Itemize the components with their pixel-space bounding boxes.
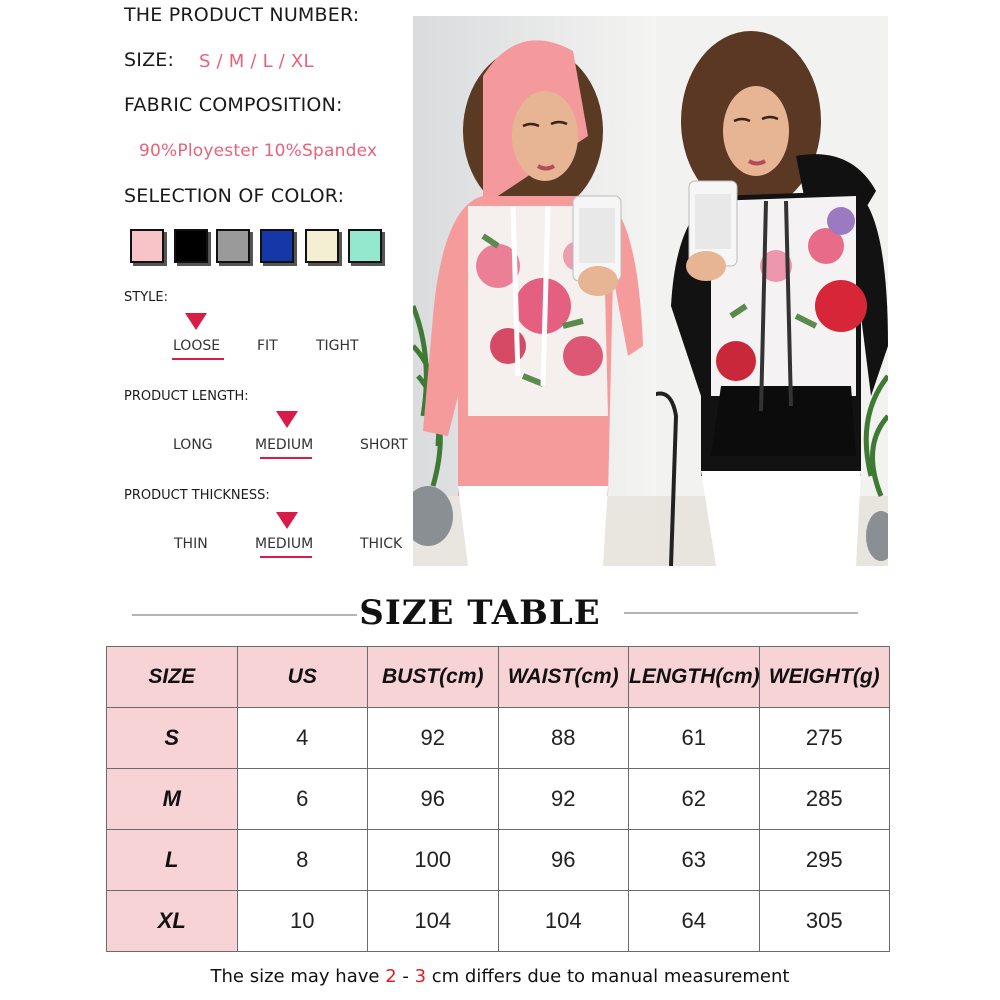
length-selected-marker-icon	[276, 411, 298, 428]
table-header-cell: US	[237, 647, 368, 708]
length-selected-underline	[260, 457, 312, 459]
length-label: PRODUCT LENGTH:	[124, 389, 249, 404]
fabric-value: 90%Ployester 10%Spandex	[139, 141, 378, 161]
table-cell: 275	[759, 708, 890, 769]
table-cell: 305	[759, 891, 890, 952]
thickness-selected-underline	[260, 556, 312, 558]
table-cell-size: M	[107, 769, 238, 830]
footnote-dash: -	[396, 966, 415, 987]
table-cell: 285	[759, 769, 890, 830]
length-option-long[interactable]: LONG	[173, 437, 213, 453]
length-option-short[interactable]: SHORT	[360, 437, 408, 453]
table-cell: 6	[237, 769, 368, 830]
table-header-cell: WEIGHT(g)	[759, 647, 890, 708]
color-swatch-beige[interactable]	[305, 229, 339, 263]
size-footnote	[0, 966, 1000, 987]
table-cell: 295	[759, 830, 890, 891]
table-header-cell: WAIST(cm)	[498, 647, 629, 708]
size-table	[106, 646, 890, 952]
style-option-fit[interactable]: FIT	[257, 338, 278, 354]
table-cell-size: S	[107, 708, 238, 769]
table-header-cell: SIZE	[107, 647, 238, 708]
table-cell-size: L	[107, 830, 238, 891]
table-cell: 100	[368, 830, 499, 891]
color-swatch-blue[interactable]	[260, 229, 294, 263]
size-values: S / M / L / XL	[199, 51, 314, 72]
color-swatch-pink[interactable]	[130, 229, 164, 263]
table-header-cell: LENGTH(cm)	[629, 647, 760, 708]
table-cell: 96	[498, 830, 629, 891]
table-row	[107, 708, 890, 769]
table-cell: 92	[498, 769, 629, 830]
table-cell: 8	[237, 830, 368, 891]
length-option-medium[interactable]: MEDIUM	[255, 437, 314, 453]
thickness-option-thin[interactable]: THIN	[174, 536, 208, 552]
title-divider-right	[624, 612, 858, 614]
table-cell: 96	[368, 769, 499, 830]
product-number-label: THE PRODUCT NUMBER:	[124, 4, 360, 26]
table-cell: 104	[498, 891, 629, 952]
style-option-tight[interactable]: TIGHT	[316, 338, 359, 354]
thickness-selected-marker-icon	[276, 512, 298, 529]
title-divider-left	[132, 614, 357, 616]
table-row	[107, 830, 890, 891]
style-selected-marker-icon	[185, 313, 207, 330]
size-label: SIZE:	[124, 49, 175, 71]
table-cell: 62	[629, 769, 760, 830]
color-swatch-mint[interactable]	[348, 229, 382, 263]
photo-black-hoodie	[656, 16, 888, 566]
color-label: SELECTION OF COLOR:	[124, 185, 345, 207]
table-cell: 64	[629, 891, 760, 952]
footnote-text-end: cm differs due to manual measurement	[426, 966, 790, 987]
footnote-min-diff: 2	[385, 966, 397, 987]
style-selected-underline	[172, 358, 224, 360]
style-label: STYLE:	[124, 290, 168, 305]
table-header-cell: BUST(cm)	[368, 647, 499, 708]
table-cell: 88	[498, 708, 629, 769]
footnote-max-diff: 3	[414, 966, 427, 987]
table-cell-size: XL	[107, 891, 238, 952]
footnote-text: The size may have	[210, 966, 386, 987]
photo-pink-hoodie	[413, 16, 656, 566]
size-table-title: SIZE TABLE	[359, 593, 601, 633]
color-swatch-gray[interactable]	[216, 229, 250, 263]
table-cell: 4	[237, 708, 368, 769]
table-row	[107, 891, 890, 952]
table-cell: 63	[629, 830, 760, 891]
table-row	[107, 769, 890, 830]
thickness-option-medium[interactable]: MEDIUM	[255, 536, 314, 552]
table-cell: 61	[629, 708, 760, 769]
table-cell: 104	[368, 891, 499, 952]
thickness-label: PRODUCT THICKNESS:	[124, 488, 270, 503]
fabric-label: FABRIC COMPOSITION:	[124, 94, 343, 116]
table-header-row	[107, 647, 890, 708]
table-cell: 10	[237, 891, 368, 952]
color-swatch-black[interactable]	[174, 229, 208, 263]
style-option-loose[interactable]: LOOSE	[173, 338, 221, 354]
thickness-option-thick[interactable]: THICK	[360, 536, 403, 552]
table-cell: 92	[368, 708, 499, 769]
